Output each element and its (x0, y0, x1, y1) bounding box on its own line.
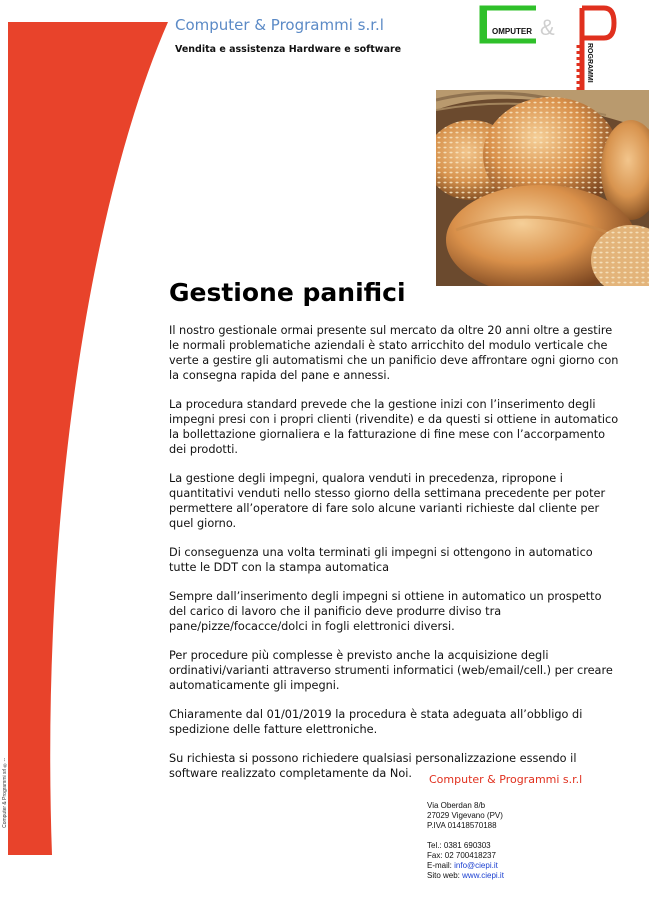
company-logo (478, 5, 618, 93)
logo-word-programmi: ROGRAMMI (586, 43, 593, 83)
paragraph-customization: Su richiesta si possono richiedere qualsiasi personalizzazione essendo il software realizzato completamente da Noi. (169, 752, 577, 780)
email-label: E-mail: (427, 861, 452, 870)
bread-photo (436, 90, 649, 286)
address-street: Via Oberdan 8/b (427, 801, 486, 810)
paragraph-commitments: La gestione degli impegni, qualora venduti in precedenza, ripropone i quantitativi venduti nello stesso giorno della settimana precedente per poter permettere all’operatore di fare solo alcune varianti richieste dal cliente per quel giorno. (169, 472, 606, 530)
logo-ampersand: & (540, 15, 555, 40)
email-link[interactable]: info@ciepi.it (454, 861, 498, 870)
company-tagline: Vendita e assistenza Hardware e software (175, 44, 402, 55)
paragraph-ddt: Di conseguenza una volta terminati gli impegni si ottengono in automatico tutte le DDT con la stampa automatica (169, 546, 593, 574)
contact-tel: Tel.: 0381 690303 (427, 841, 491, 850)
site-label: Sito web: (427, 871, 460, 880)
contact-site-row (427, 871, 504, 881)
red-side-band (0, 0, 170, 899)
paragraph-workload: Sempre dall’inserimento degli impegni si ottiene in automatico un prospetto del carico di lavoro che il panificio deve produrre diviso tra pane/pizze/focacce/dolci in fogli elettronici diversi. (169, 590, 602, 633)
footer-contacts (427, 841, 504, 881)
company-name: Computer & Programmi s.r.l (175, 16, 384, 34)
page-title: Gestione panifici (169, 278, 406, 307)
contact-fax: Fax: 02 700418237 (427, 851, 496, 860)
address-city: 27029 Vigevano (PV) (427, 811, 503, 820)
contact-email-row (427, 861, 504, 871)
paragraph-standard-procedure: La procedura standard prevede che la gestione inizi con l’inserimento degli impegni presi con i propri clienti (rivendite) e da questi si ottiene in automatico la bollettazione giornaliera e la fatturazione di fine mese con l’accorpamento dei prodotti. (169, 398, 619, 456)
footer-address (427, 801, 503, 831)
address-vat: P.IVA 01418570188 (427, 821, 497, 830)
footer-company-name: Computer & Programmi s.r.l (429, 773, 583, 786)
website-link[interactable]: www.ciepi.it (462, 871, 504, 880)
side-note: Computer & Programmi srl ®-- (2, 758, 8, 828)
paragraph-complex-procedures: Per procedure più complesse è previsto anche la acquisizione degli ordinativi/varianti attraverso strumenti informatici (web/email/cell.) per creare automaticamente gli impegni. (169, 649, 613, 692)
body-text (169, 323, 621, 795)
paragraph-intro: Il nostro gestionale ormai presente sul mercato da oltre 20 anni oltre a gestire le normali problematiche aziendali è stato arricchito del modulo verticale che verte a gestire gli automatismi che un panificio deve affrontare ogni giorno con la consegna rapida del pane e annessi. (169, 324, 619, 382)
paragraph-e-invoicing: Chiaramente dal 01/01/2019 la procedura è stata adeguata all’obbligo di spedizione delle fatture elettroniche. (169, 708, 583, 736)
logo-word-computer: OMPUTER (492, 27, 532, 36)
